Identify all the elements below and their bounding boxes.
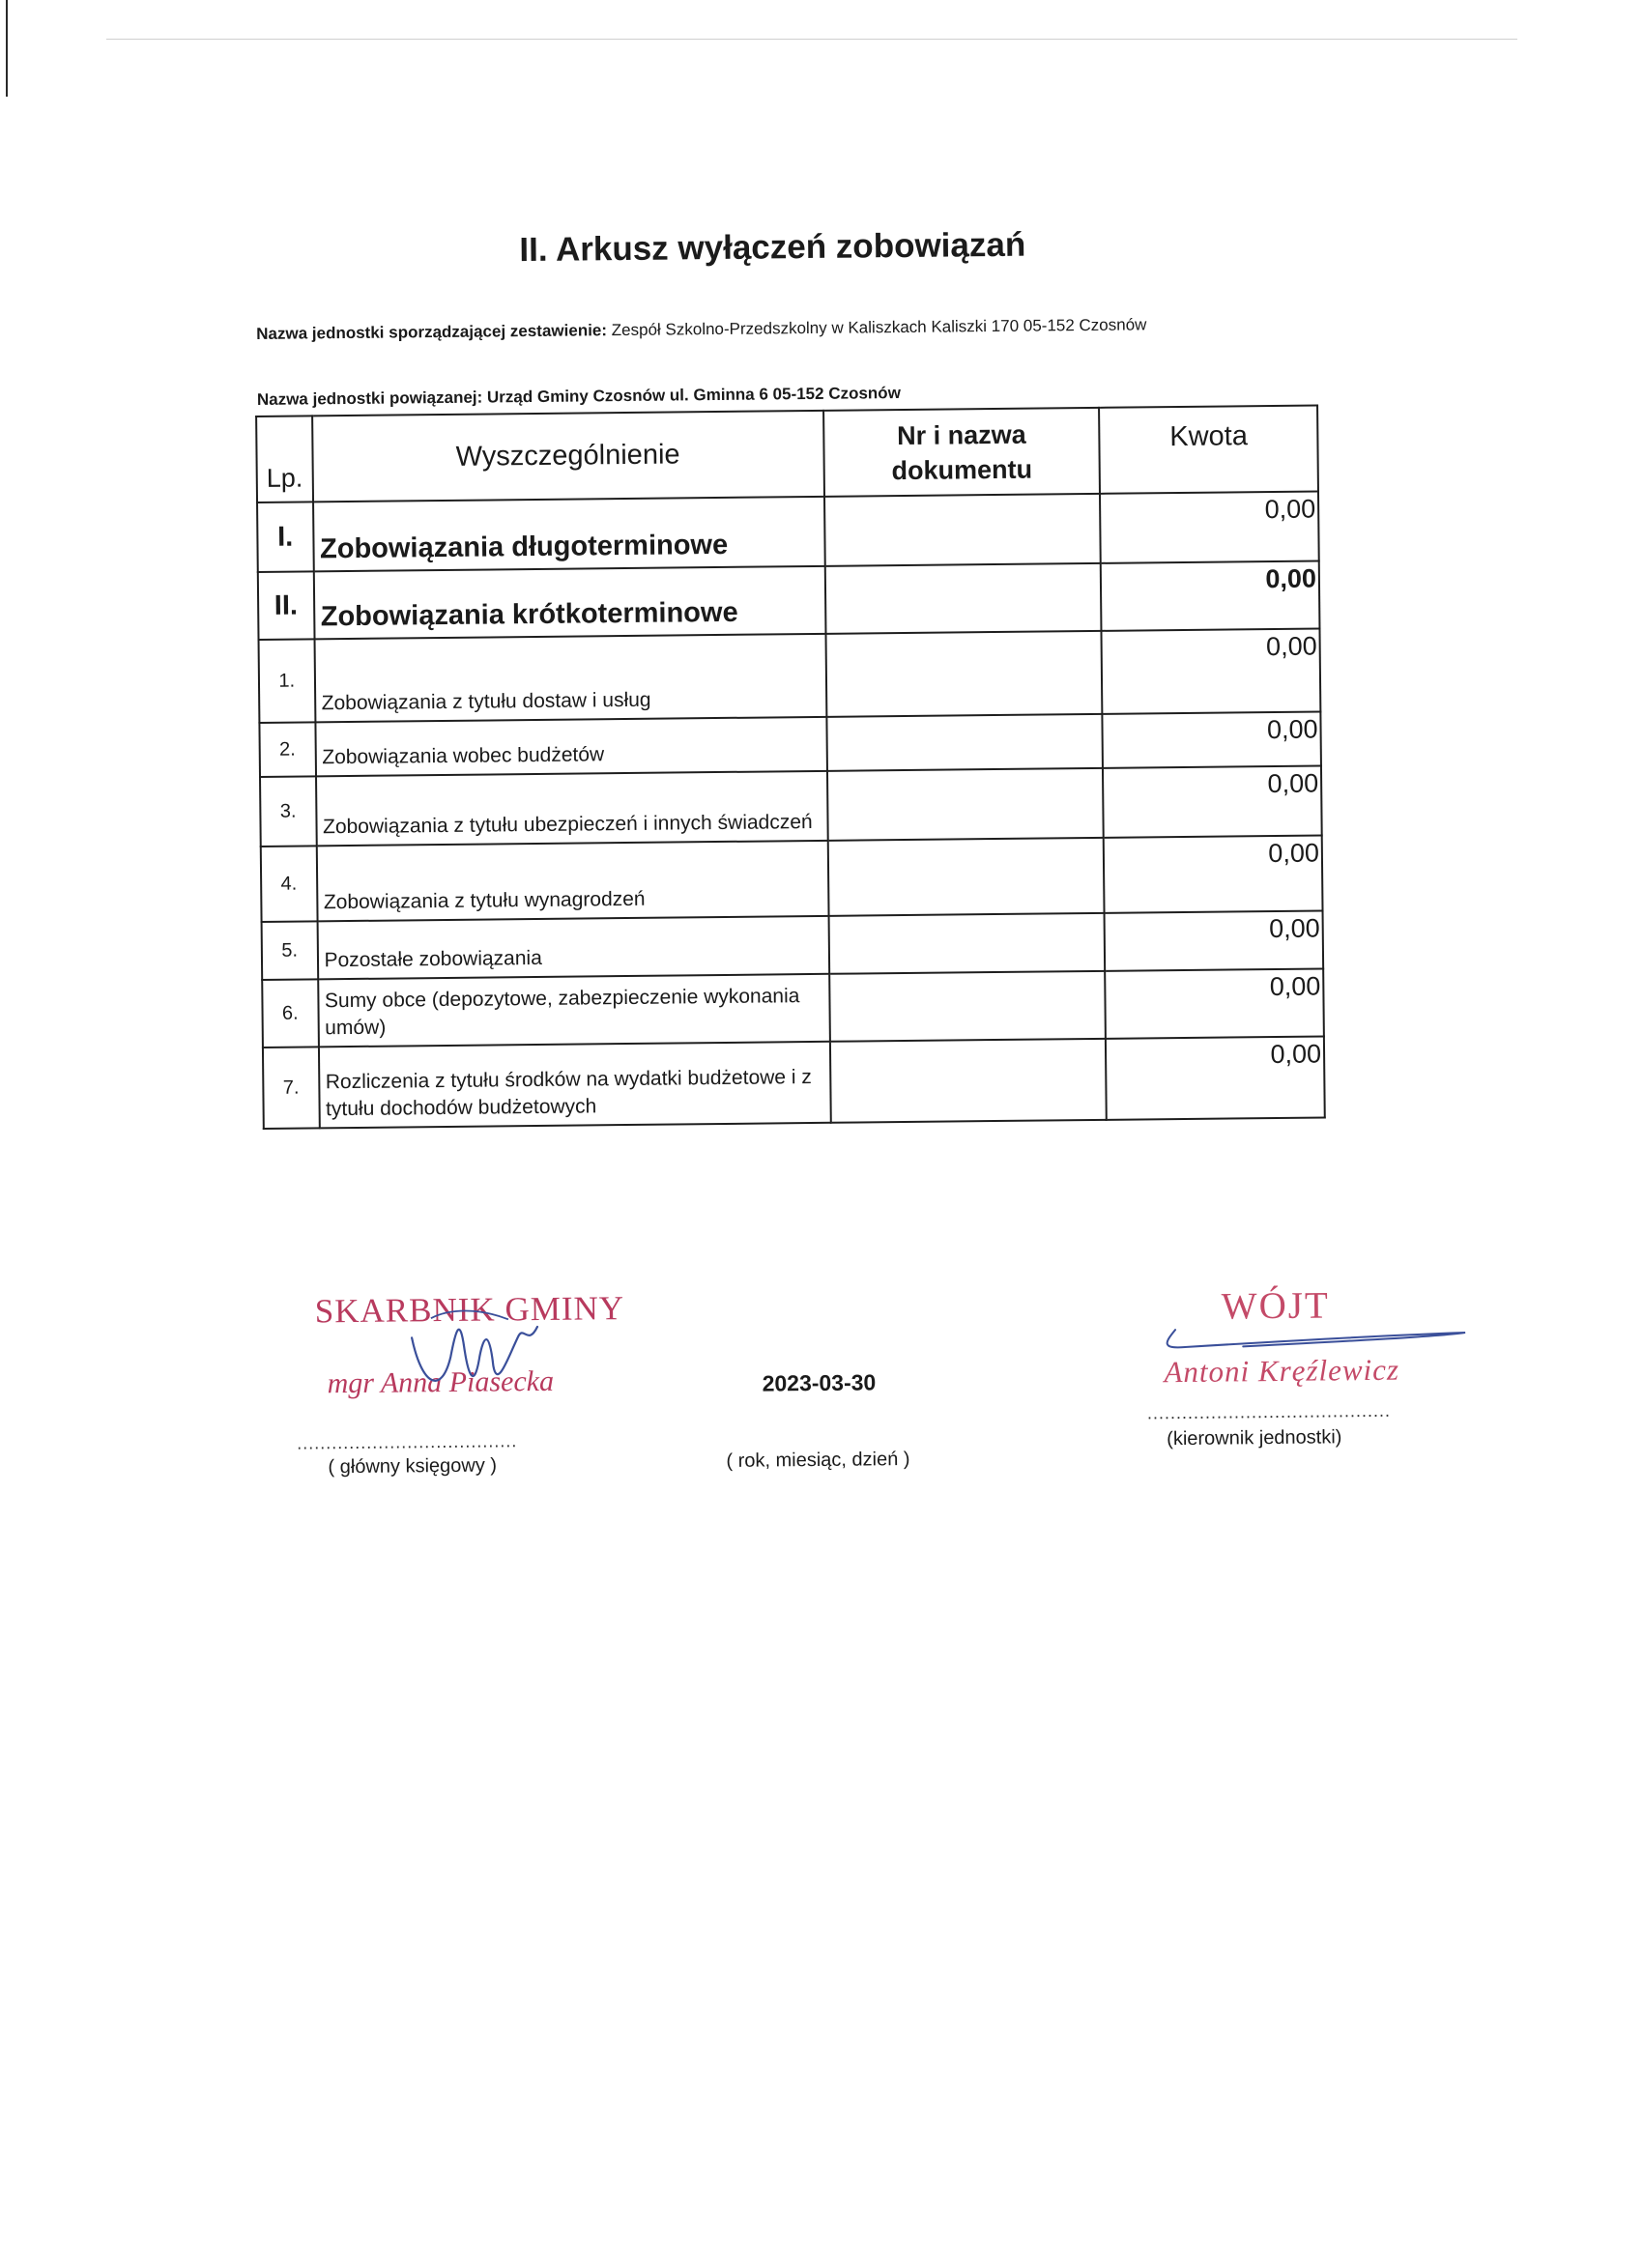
header-lp: Lp.: [256, 416, 312, 502]
head-signature-line: ..........................................: [1146, 1400, 1392, 1423]
table-row: [262, 968, 1324, 1047]
head-caption: (kierownik jednostki): [1167, 1426, 1342, 1450]
row-amount: 0,00: [1105, 910, 1323, 970]
table-header-row: [256, 406, 1318, 502]
row-amount: 0,00: [1106, 1036, 1324, 1119]
related-unit-label: Nazwa jednostki powiązanej:: [256, 388, 483, 409]
signing-date: 2023-03-30: [762, 1369, 877, 1396]
liabilities-table: [255, 404, 1326, 1129]
reporting-unit-line: [256, 315, 1146, 344]
date-caption: ( rok, miesiąc, dzień ): [726, 1448, 910, 1472]
treasurer-stamp-name: mgr Anna Piasecka: [327, 1364, 555, 1400]
table-row: [257, 491, 1319, 571]
row-description: Zobowiązania wobec budżetów: [315, 717, 827, 777]
row-document: [828, 913, 1105, 974]
header-document: Nr i nazwa dokumentu: [823, 408, 1101, 497]
head-stamp-title: WÓJT: [1221, 1284, 1331, 1328]
row-amount: 0,00: [1100, 491, 1318, 562]
row-description: Zobowiązania długoterminowe: [313, 497, 825, 572]
row-amount: 0,00: [1104, 835, 1322, 912]
table-row: [258, 560, 1320, 639]
row-document: [827, 838, 1105, 916]
row-amount: 0,00: [1106, 968, 1324, 1038]
row-amount: 0,00: [1102, 628, 1320, 713]
row-amount: 0,00: [1103, 711, 1321, 767]
row-lp: 1.: [259, 639, 315, 723]
reporting-unit-value: Zespół Szkolno-Przedszkolny w Kaliszkach Kaliszki 170 05-152 Czosnów: [611, 315, 1147, 340]
treasurer-stamp-title: SKARBNIK GMINY: [314, 1289, 625, 1331]
treasurer-caption: ( główny księgowy ): [328, 1454, 498, 1479]
row-amount: 0,00: [1103, 765, 1321, 837]
table-row: [259, 628, 1321, 722]
row-lp: II.: [258, 571, 314, 640]
row-document: [826, 714, 1103, 771]
row-description: Zobowiązania z tytułu ubezpieczeń i innych świadczeń: [316, 771, 828, 847]
row-lp: 5.: [262, 921, 318, 980]
row-amount: 0,00: [1101, 560, 1319, 630]
row-lp: I.: [257, 502, 313, 572]
row-description: Sumy obce (depozytowe, zabezpieczenie wykonania umów): [318, 974, 830, 1048]
row-document: [824, 563, 1101, 634]
row-description: Pozostałe zobowiązania: [317, 916, 829, 980]
row-lp: 6.: [262, 979, 318, 1048]
row-description: Rozliczenia z tytułu środków na wydatki budżetowe i z tytułu dochodów budżetowych: [318, 1042, 830, 1129]
row-lp: 3.: [260, 776, 316, 847]
row-lp: 7.: [263, 1047, 319, 1129]
row-lp: 2.: [259, 722, 315, 777]
header-amount: Kwota: [1099, 406, 1318, 494]
row-document: [829, 971, 1106, 1042]
row-document: [830, 1039, 1108, 1123]
table-row: [261, 835, 1323, 921]
related-unit-value: Urząd Gminy Czosnów ul. Gminna 6 05-152 Czosnów: [486, 384, 901, 407]
row-document: [825, 631, 1103, 717]
header-description: Wyszczególnienie: [312, 411, 824, 502]
treasurer-handwritten-signature: [392, 1297, 587, 1405]
row-document: [827, 768, 1104, 841]
related-unit-line: [257, 384, 901, 410]
row-document: [824, 494, 1101, 566]
row-lp: 4.: [261, 846, 317, 922]
table-row: [260, 765, 1322, 846]
head-stamp-name: Antoni Kręźlewicz: [1164, 1352, 1400, 1390]
row-description: Zobowiązania krótkoterminowe: [313, 566, 825, 640]
treasurer-signature-line: ......................................: [297, 1431, 518, 1453]
table-row: [263, 1036, 1325, 1128]
row-description: Zobowiązania z tytułu wynagrodzeń: [316, 841, 828, 922]
reporting-unit-label: Nazwa jednostki sporządzającej zestawienie:: [256, 321, 608, 343]
row-description: Zobowiązania z tytułu dostaw i usług: [314, 634, 826, 723]
document-title: II. Arkusz wyłączeń zobowiązań: [519, 225, 1026, 270]
